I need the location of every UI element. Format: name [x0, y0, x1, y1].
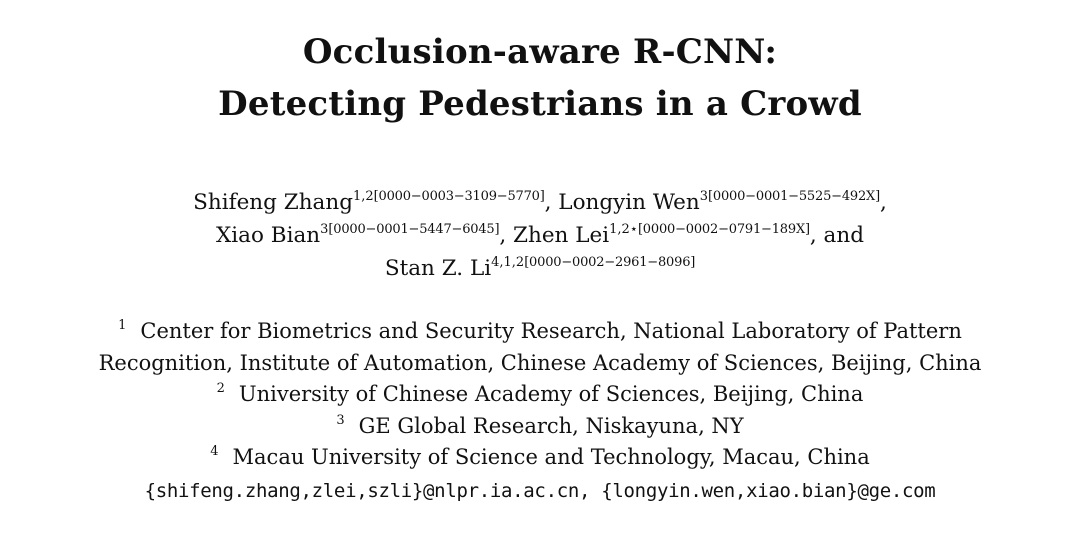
affiliation-text: Recognition, Institute of Automation, Chinese Academy of Sciences, Beijing, China: [98, 350, 982, 375]
author-orcid: [0000−0002−2961−8096]: [524, 255, 696, 270]
author-name: Shifeng Zhang: [193, 190, 353, 215]
author-affiliation-marker: 4,1,2: [491, 255, 525, 270]
author-orcid: [0000−0002−0791−189X]: [637, 222, 810, 237]
author-orcid: [0000−0001−5447−6045]: [328, 222, 500, 237]
author-separator: ,: [879, 190, 887, 215]
affiliation-number: 2: [216, 381, 225, 396]
affiliation-number: 3: [336, 412, 345, 428]
author-name: Longyin Wen: [558, 190, 700, 215]
title-line-1: Occlusion-aware R-CNN:: [302, 32, 778, 72]
author-affiliation-marker: 3: [699, 189, 709, 204]
email-addresses: {shifeng.zhang,zlei,szli}@nlpr.ia.ac.cn, {longyin.wen,xiao.bian}@ge.com: [144, 480, 936, 502]
affiliation-list: [0, 316, 1080, 474]
author-line-1: [0, 186, 1080, 219]
author-affiliation-marker: 3: [320, 222, 329, 237]
paper-title: [0, 26, 1080, 130]
author-orcid: [0000−0001−5525−492X]: [708, 189, 880, 204]
affiliation-text: University of Chinese Academy of Sciences, Beijing, China: [238, 382, 864, 406]
author-separator: ,: [499, 223, 514, 248]
affiliation-number: 4: [210, 444, 219, 459]
affiliation-item: [0, 348, 1080, 380]
author-name: Stan Z. Li: [384, 256, 492, 281]
affiliation-item: [0, 442, 1080, 474]
affiliation-item: [0, 411, 1080, 443]
affiliation-number: 1: [118, 318, 127, 333]
author-line-2: [0, 219, 1080, 252]
affiliation-text: Macau University of Science and Technology, Macau, China: [232, 445, 870, 469]
author-affiliation-marker: 1,2⋆: [609, 222, 638, 237]
author-name: Xiao Bian: [216, 223, 321, 248]
author-orcid: [0000−0003−3109−5770]: [373, 189, 545, 204]
affiliation-text: Center for Biometrics and Security Research, National Laboratory of Pattern: [140, 319, 962, 343]
author-affiliation-marker: 1,2: [352, 189, 374, 204]
affiliation-item: [0, 316, 1080, 348]
author-name: Zhen Lei: [513, 223, 610, 248]
author-separator: , and: [809, 223, 864, 248]
author-line-3: [0, 252, 1080, 285]
title-line-2: Detecting Pedestrians in a Crowd: [218, 84, 862, 124]
author-list: [0, 186, 1080, 285]
affiliation-text: GE Global Research, Niskayuna, NY: [358, 413, 744, 438]
author-separator: ,: [544, 190, 559, 215]
affiliation-item: [0, 379, 1080, 411]
